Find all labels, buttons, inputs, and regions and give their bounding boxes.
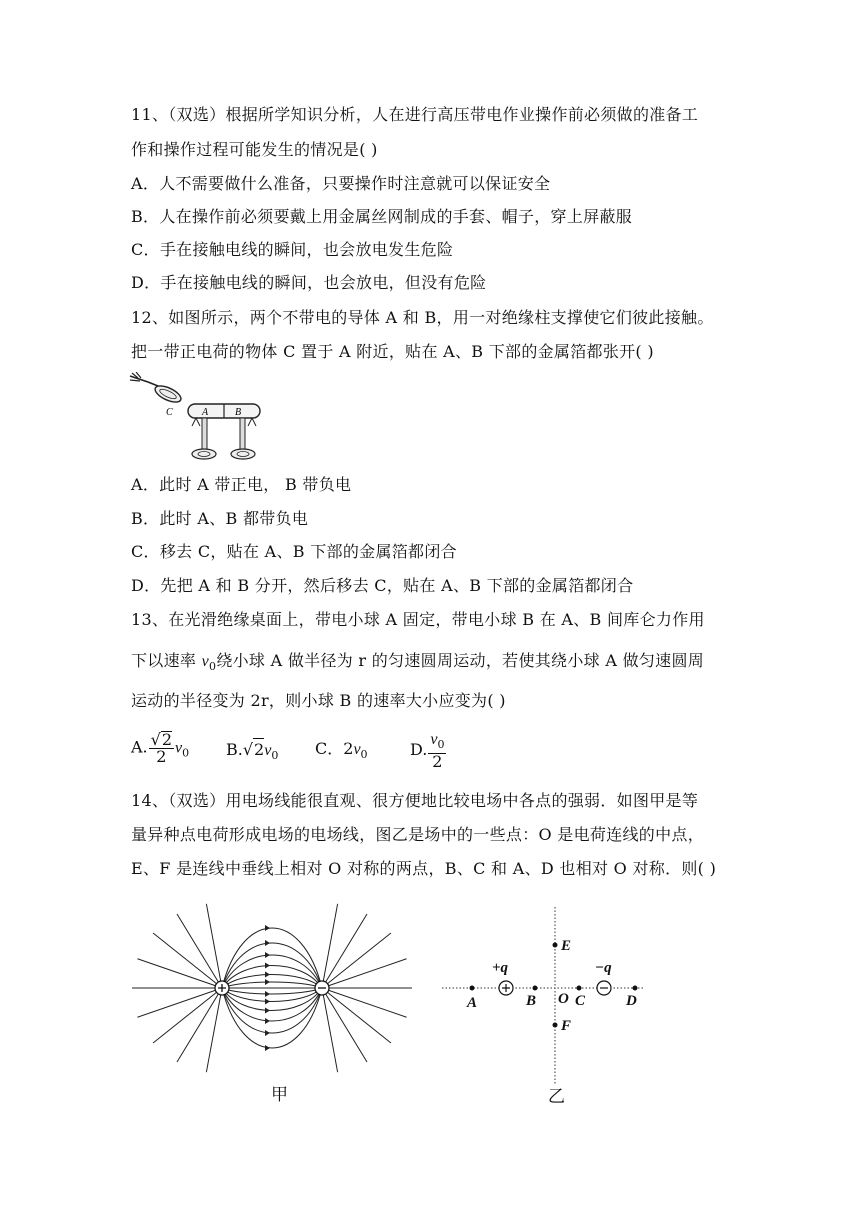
q12-stem-line2: 把一带正电荷的物体 C 置于 A 附近，贴在 A、B 下部的金属箔都张开( ) [131, 342, 654, 361]
q13-stem-line1: 13、在光滑绝缘桌面上，带电小球 A 固定，带电小球 B 在 A、B 间库仑力作用 [131, 610, 705, 629]
point-e [553, 943, 558, 948]
label-plus-q: +q [492, 960, 509, 976]
q12-stem-line1: 12、如图所示，两个不带电的导体 A 和 B，用一对绝缘柱支撑使它们彼此接触。 [131, 308, 714, 327]
q14-stem-line2: 量异种点电荷形成电场的电场线，图乙是场中的一些点：O 是电荷连线的中点， [131, 825, 705, 844]
point-b [533, 986, 538, 991]
figure-yi-caption: 乙 [548, 1087, 565, 1107]
label-b: B [526, 993, 537, 1009]
charged-object-c [153, 383, 183, 406]
q13-option-b: $B.√2v_0$ [226, 740, 279, 763]
label-e: E [561, 938, 572, 954]
q13-option-c: C．$2v_0$ [315, 739, 368, 762]
q13-option-a: A. $\frac{√2}{2}$ $v_0$ [131, 730, 190, 766]
label-d: D [626, 993, 637, 1009]
q13-option-d: D. $\frac{v_0}{2}$ [410, 731, 445, 772]
label-c: C [166, 407, 173, 418]
point-d [633, 986, 638, 991]
q11-stem-line2: 作和操作过程可能发生的情况是( ) [131, 140, 378, 159]
q12-conductor-figure [128, 372, 263, 464]
label-minus-q: −q [595, 960, 612, 976]
label-a: A [202, 407, 209, 418]
q12-option-a: A．此时 A 带正电， B 带负电 [131, 475, 352, 494]
q12-option-d: D．先把 A 和 B 分开，然后移去 C，贴在 A、B 下部的金属箔都闭合 [131, 576, 634, 595]
q14-stem-line3: E、F 是连线中垂线上相对 O 对称的两点，B、C 和 A、D 也相对 O 对称．则( ) [131, 859, 717, 878]
q11-option-a: A．人不需要做什么准备，只要操作时注意就可以保证安全 [131, 174, 551, 193]
q13-stem-line2: 下以速率 $v_0$绕小球 A 做半径为 r 的匀速圆周运动，若使其绕小球 A 做匀速圆周 [131, 651, 705, 674]
q11-option-b: B．人在操作前必须要戴上用金属丝网制成的手套、帽子，穿上屏蔽服 [131, 207, 633, 226]
q11-option-d: D．手在接触电线的瞬间，也会放电，但没有危险 [131, 273, 487, 292]
points-figure [440, 905, 650, 1085]
point-f [553, 1023, 558, 1028]
q12-option-b: B．此时 A、B 都带负电 [131, 509, 309, 528]
q13-stem-line3: 运动的半径变为 2r，则小球 B 的速率大小应变为( ) [131, 691, 506, 710]
foil-a [192, 418, 200, 426]
label-c: C [575, 993, 586, 1009]
point-c [577, 986, 582, 991]
label-f: F [561, 1018, 572, 1034]
label-a: A [467, 995, 478, 1011]
q11-stem-line1: 11、（双选）根据所学知识分析，人在进行高压带电作业操作前必须做的准备工 [131, 105, 699, 124]
point-a [470, 986, 475, 991]
foil-b [248, 418, 256, 426]
label-b: B [235, 407, 242, 418]
label-o: O [558, 991, 569, 1007]
q11-option-c: C．手在接触电线的瞬间，也会放电发生危险 [131, 240, 454, 259]
field-lines-figure [130, 900, 420, 1080]
velocity-symbol: v [201, 653, 209, 670]
q12-option-c: C．移去 C，贴在 A、B 下部的金属箔都闭合 [131, 542, 457, 561]
q14-stem-line1: 14、（双选）用电场线能很直观、很方便地比较电场中各点的强弱．如图甲是等 [131, 791, 699, 810]
figure-jia-caption: 甲 [271, 1085, 288, 1105]
